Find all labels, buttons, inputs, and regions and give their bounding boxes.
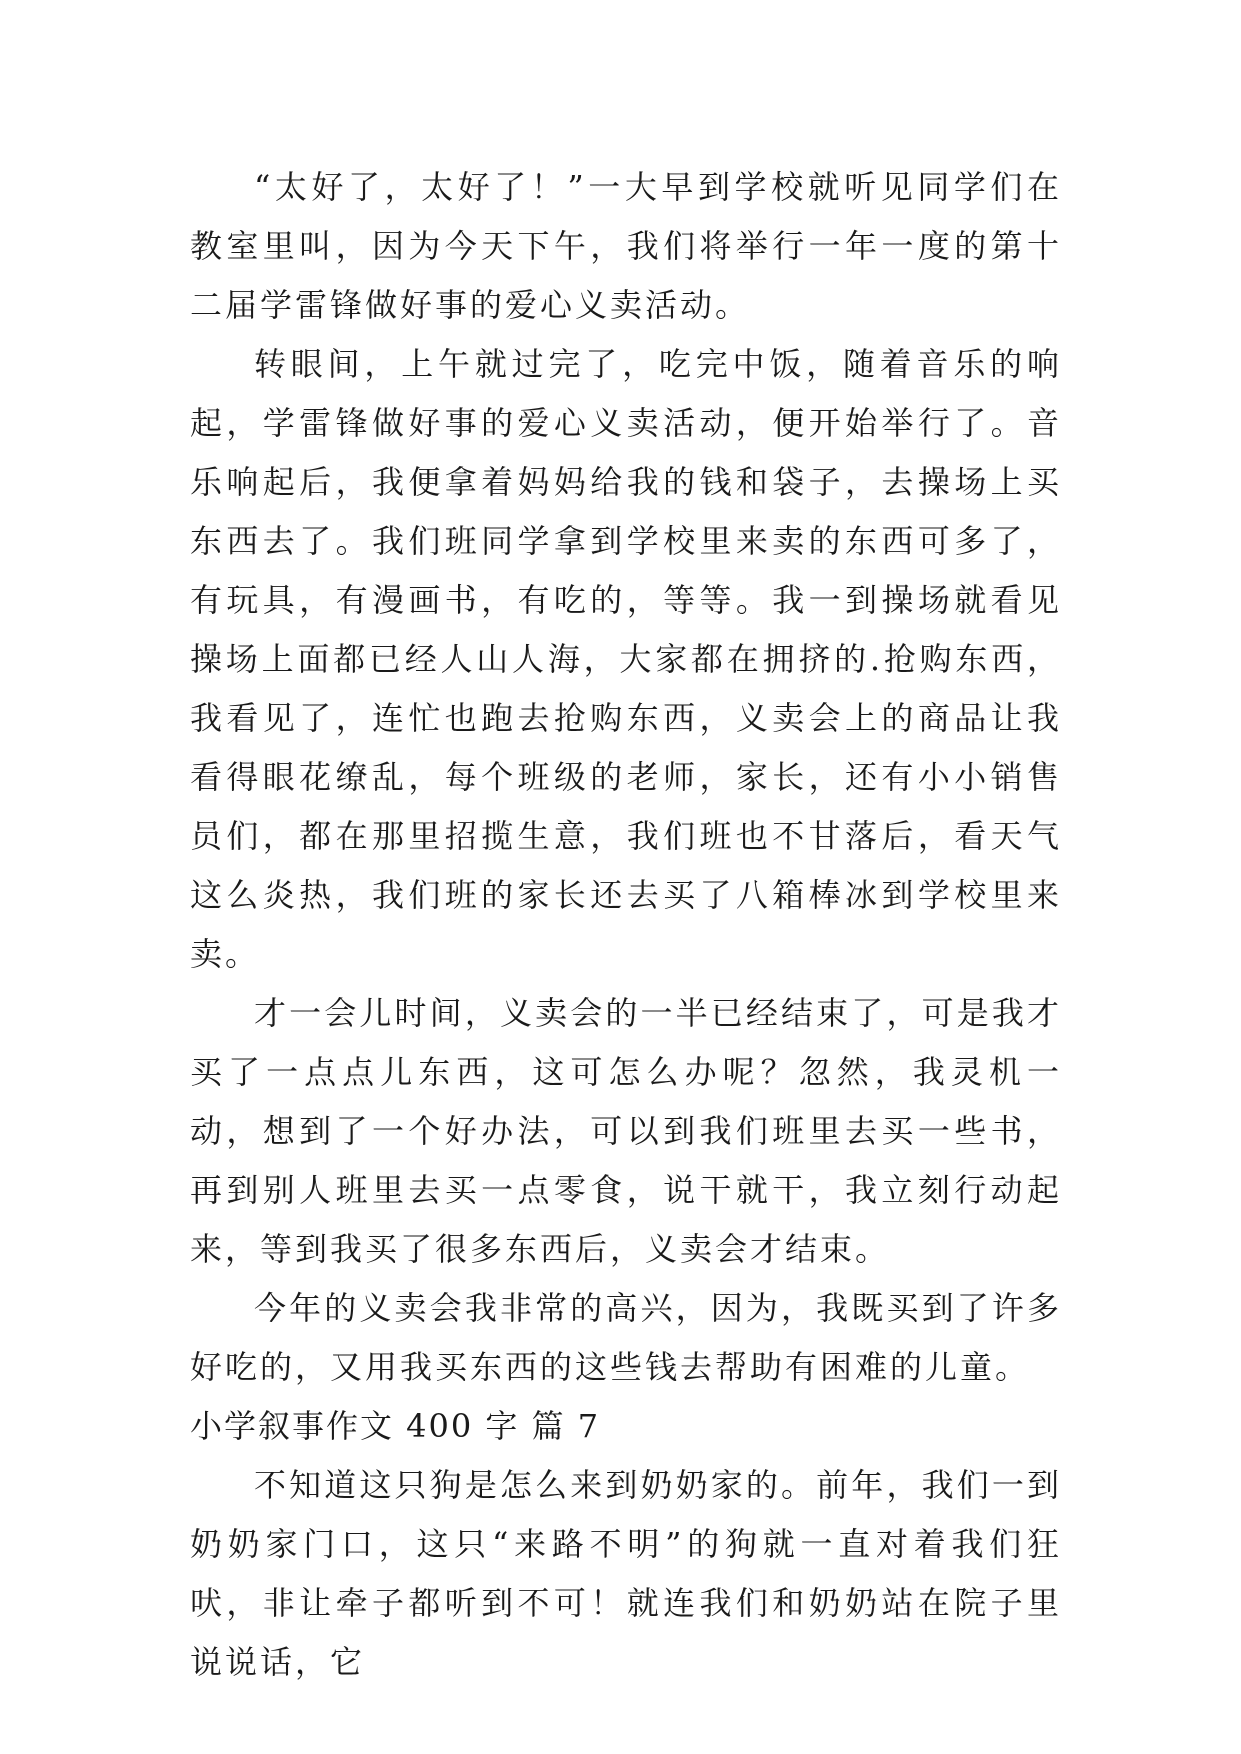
paragraph-2: 转眼间，上午就过完了，吃完中饭，随着音乐的响起，学雷锋做好事的爱心义卖活动，便开始举行了。音乐响起后，我便拿着妈妈给我的钱和袋子，去操场上买东西去了。我们班同学拿到学校里来卖的东西可多了，有玩具，有漫画书，有吃的，等等。我一到操场就看见操场上面都已经人山人海，大家都在拥挤的.抢购东西，我看见了，连忙也跑去抢购东西，义卖会上的商品让我看得眼花缭乱，每个班级的老师，家长，还有小小销售员们，都在那里招揽生意，我们班也不甘落后，看天气这么炎热，我们班的家长还去买了八箱棒冰到学校里来卖。 xyxy=(190,345,1062,973)
paragraph-1: “太好了，太好了！”一大早到学校就听见同学们在教室里叫，因为今天下午，我们将举行一年一度的第十二届学雷锋做好事的爱心义卖活动。 xyxy=(190,168,1062,324)
paragraph-4: 今年的义卖会我非常的高兴，因为，我既买到了许多好吃的，又用我买东西的这些钱去帮助有困难的儿童。 xyxy=(190,1289,1062,1386)
section-heading: 小学叙事作文 400 字 篇 7 xyxy=(190,1407,601,1445)
paragraph-5: 不知道这只狗是怎么来到奶奶家的。前年，我们一到奶奶家门口，这只“来路不明”的狗就一直对着我们狂吠，非让牵子都听到不可！就连我们和奶奶站在院子里说说话，它 xyxy=(190,1466,1062,1681)
paragraph-3: 才一会儿时间，义卖会的一半已经结束了，可是我才买了一点点儿东西，这可怎么办呢？忽然，我灵机一动，想到了一个好办法，可以到我们班里去买一些书，再到别人班里去买一点零食，说干就干，我立刻行动起来，等到我买了很多东西后，义卖会才结束。 xyxy=(190,994,1062,1268)
document-body xyxy=(190,158,1062,1692)
